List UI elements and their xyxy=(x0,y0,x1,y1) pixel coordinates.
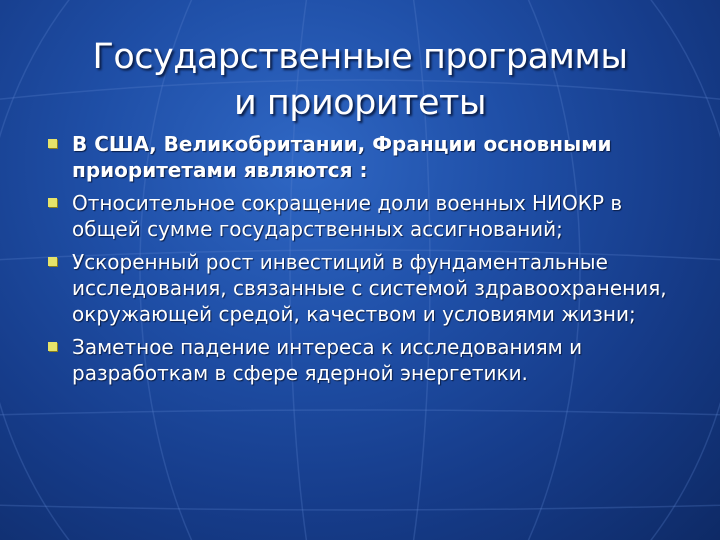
square-bullet-icon xyxy=(48,139,57,148)
title-line-1: Государственные программы xyxy=(92,37,628,77)
title-line-2: и приоритеты xyxy=(233,83,487,123)
bullet-list xyxy=(46,131,686,393)
bullet-text: Ускоренный рост инвестиций в фундаментальные исследования, связанные с системой здравоохранения, окружающей средой, качеством и условиями жизни; xyxy=(72,250,667,326)
bullet-text: Относительное сокращение доли военных НИОКР в общей сумме государственных ассигнований; xyxy=(72,191,623,241)
bullet-item xyxy=(46,249,686,327)
bullet-text: В США, Великобритании, Франции основными приоритетами являются : xyxy=(72,132,612,182)
bullet-item xyxy=(46,190,686,242)
square-bullet-icon xyxy=(48,342,57,351)
bullet-text: Заметное падение интереса к исследованиям и разработкам в сфере ядерной энергетики. xyxy=(72,335,583,385)
slide-title xyxy=(20,34,700,126)
square-bullet-icon xyxy=(48,198,57,207)
square-bullet-icon xyxy=(48,257,57,266)
bullet-item xyxy=(46,334,686,386)
bullet-item xyxy=(46,131,686,183)
